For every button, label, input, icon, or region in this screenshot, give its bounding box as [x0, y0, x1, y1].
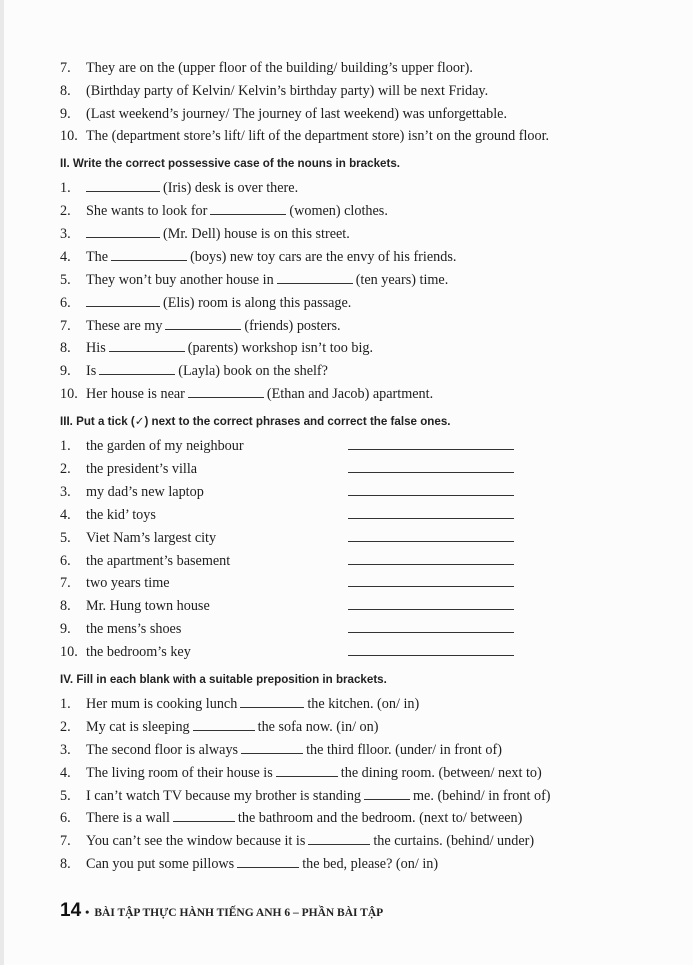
list-item: [60, 337, 660, 360]
answer-line[interactable]: [348, 505, 514, 519]
list-item: [60, 383, 660, 406]
answer-line[interactable]: [348, 596, 514, 610]
list-item: [60, 762, 660, 785]
item-after: (Mr. Dell) house is on this street.: [163, 225, 350, 242]
item-after: (Elis) room is along this passage.: [163, 294, 352, 311]
item-number: 3.: [60, 225, 71, 242]
answer-line[interactable]: [348, 528, 514, 542]
item-after: the kitchen. (on/ in): [307, 696, 420, 712]
list-item: [60, 246, 660, 269]
item-number: 4.: [60, 248, 71, 265]
list-item: [60, 504, 660, 527]
section-3-heading: III. Put a tick (✓) next to the correct phrases and correct the false ones.: [60, 415, 451, 429]
answer-line[interactable]: [348, 573, 514, 587]
answer-blank[interactable]: [86, 295, 160, 307]
item-after: (boys) new toy cars are the envy of his friends.: [190, 248, 457, 265]
item-number: 9.: [60, 363, 71, 380]
item-after: the dining room. (between/ next to): [340, 764, 542, 781]
item-number: 10.: [60, 386, 78, 403]
answer-blank[interactable]: [277, 272, 353, 284]
item-number: 1.: [60, 696, 71, 712]
page-footer: [60, 900, 383, 922]
page-edge: [0, 0, 4, 965]
item-phrase: the president’s villa: [86, 460, 198, 477]
item-number: 9.: [60, 621, 71, 638]
item-number: 7.: [60, 60, 71, 76]
item-number: 8.: [60, 598, 71, 615]
item-number: 6.: [60, 552, 71, 569]
item-number: 5.: [60, 787, 71, 804]
answer-line[interactable]: [348, 482, 514, 496]
section-1-items: [60, 57, 660, 148]
item-number: 7.: [60, 575, 71, 592]
answer-blank[interactable]: [173, 810, 235, 822]
answer-blank[interactable]: [86, 180, 160, 192]
list-item: [60, 223, 660, 246]
item-before: There is a wall: [86, 810, 170, 827]
list-item: [60, 785, 660, 808]
list-item: [60, 693, 660, 716]
item-before: They won’t buy another house in: [86, 271, 274, 288]
answer-blank[interactable]: [237, 856, 299, 868]
item-number: 1.: [60, 438, 71, 455]
item-after: (friends) posters.: [244, 317, 341, 334]
item-number: 2.: [60, 460, 71, 477]
item-number: 4.: [60, 764, 71, 781]
list-item: [60, 57, 660, 80]
item-before: Can you put some pillows: [86, 856, 235, 873]
answer-line[interactable]: [348, 459, 514, 473]
item-number: 10.: [60, 128, 78, 145]
item-number: 5.: [60, 271, 71, 288]
answer-line[interactable]: [348, 642, 514, 656]
list-item: [60, 125, 660, 148]
item-number: 8.: [60, 856, 71, 873]
list-item: [60, 481, 660, 504]
item-before: His: [86, 340, 106, 357]
item-number: 6.: [60, 810, 71, 827]
item-text: The (department store’s lift/ lift of the department store) isn’t on the ground floor.: [86, 128, 550, 145]
list-item: [60, 103, 660, 126]
item-after: the curtains. (behind/ under): [373, 833, 535, 850]
item-after: (Ethan and Jacob) apartment.: [266, 386, 434, 403]
item-text: They are on the (upper floor of the building/ building’s upper floor).: [86, 60, 473, 76]
item-after: (Layla) book on the shelf?: [178, 363, 328, 380]
answer-blank[interactable]: [308, 833, 370, 845]
item-phrase: Mr. Hung town house: [86, 598, 210, 615]
item-number: 10.: [60, 644, 78, 661]
answer-blank[interactable]: [276, 765, 338, 777]
item-text: (Birthday party of Kelvin/ Kelvin’s birthday party) will be next Friday.: [86, 82, 489, 99]
item-after: the third flloor. (under/ in front of): [306, 741, 502, 758]
list-item: [60, 527, 660, 550]
answer-line[interactable]: [348, 436, 514, 450]
section-4-items: [60, 693, 660, 876]
item-number: 1.: [60, 180, 71, 197]
item-after: (ten years) time.: [355, 271, 449, 288]
item-number: 3.: [60, 741, 71, 758]
item-number: 2.: [60, 203, 71, 220]
item-before: Is: [86, 363, 97, 380]
answer-blank[interactable]: [241, 742, 303, 754]
item-after: (Iris) desk is over there.: [163, 180, 299, 197]
list-item: [60, 177, 660, 200]
answer-blank[interactable]: [165, 318, 241, 330]
list-item: [60, 269, 660, 292]
bullet-separator: •: [85, 905, 90, 919]
list-item: [60, 572, 660, 595]
item-before: The living room of their house is: [86, 764, 273, 781]
item-number: 7.: [60, 317, 71, 334]
item-phrase: the bedroom’s key: [86, 644, 191, 661]
list-item: [60, 550, 660, 573]
section-2-heading: II. Write the correct possessive case of the nouns in brackets.: [60, 157, 400, 171]
item-before: These are my: [86, 317, 163, 334]
item-number: 3.: [60, 483, 71, 500]
item-after: the bed, please? (on/ in): [302, 856, 439, 873]
item-phrase: the apartment’s basement: [86, 552, 231, 569]
item-before: You can’t see the window because it is: [86, 833, 306, 850]
list-item: [60, 80, 660, 103]
item-before: I can’t watch TV because my brother is standing: [86, 787, 362, 804]
item-number: 9.: [60, 105, 71, 122]
item-phrase: two years time: [86, 575, 170, 592]
item-after: me. (behind/ in front of): [413, 787, 551, 804]
item-phrase: my dad’s new laptop: [86, 483, 204, 500]
answer-blank[interactable]: [193, 719, 255, 731]
answer-line[interactable]: [348, 619, 514, 633]
item-before: Her mum is cooking lunch: [86, 696, 238, 712]
answer-blank[interactable]: [240, 696, 304, 708]
list-item: [60, 315, 660, 338]
item-before: The second floor is always: [86, 741, 239, 758]
book-title: BÀI TẬP THỰC HÀNH TIẾNG ANH 6 – PHẦN BÀI TẬP: [94, 907, 384, 919]
item-number: 5.: [60, 529, 71, 546]
item-before: My cat is sleeping: [86, 718, 190, 735]
item-before: The: [86, 248, 109, 265]
section-3-items: [60, 435, 660, 664]
item-number: 2.: [60, 718, 71, 735]
list-item: [60, 716, 660, 739]
list-item: [60, 458, 660, 481]
list-item: [60, 618, 660, 641]
answer-blank[interactable]: [111, 249, 187, 261]
item-after: (parents) workshop isn’t too big.: [187, 340, 374, 357]
item-before: She wants to look for: [86, 203, 208, 220]
item-number: 8.: [60, 340, 71, 357]
item-phrase: the kid’ toys: [86, 506, 156, 523]
answer-blank[interactable]: [364, 788, 410, 800]
item-number: 6.: [60, 294, 71, 311]
item-before: Her house is near: [86, 386, 185, 403]
item-after: the bathroom and the bedroom. (next to/ between): [237, 810, 523, 827]
list-item: [60, 435, 660, 458]
list-item: [60, 641, 660, 664]
list-item: [60, 807, 660, 830]
section-2-items: [60, 177, 660, 406]
list-item: [60, 200, 660, 223]
answer-line[interactable]: [348, 551, 514, 565]
answer-blank[interactable]: [188, 386, 264, 398]
answer-blank[interactable]: [99, 363, 175, 375]
item-phrase: the mens’s shoes: [86, 621, 182, 638]
item-phrase: the garden of my neighbour: [86, 438, 244, 455]
item-text: (Last weekend’s journey/ The journey of last weekend) was unforgettable.: [86, 105, 508, 122]
list-item: [60, 360, 660, 383]
list-item: [60, 292, 660, 315]
item-after: (women) clothes.: [289, 203, 388, 220]
answer-blank[interactable]: [109, 340, 185, 352]
section-4-heading: IV. Fill in each blank with a suitable preposition in brackets.: [60, 673, 387, 686]
answer-blank[interactable]: [86, 226, 160, 238]
list-item: [60, 595, 660, 618]
item-phrase: Viet Nam’s largest city: [86, 529, 217, 546]
list-item: [60, 830, 660, 853]
answer-blank[interactable]: [210, 203, 286, 215]
list-item: [60, 853, 660, 876]
page-number: 14: [60, 900, 82, 921]
item-number: 8.: [60, 82, 71, 99]
item-number: 4.: [60, 506, 71, 523]
item-after: the sofa now. (in/ on): [257, 718, 379, 735]
worksheet: [60, 57, 660, 876]
list-item: [60, 739, 660, 762]
item-number: 7.: [60, 833, 71, 850]
